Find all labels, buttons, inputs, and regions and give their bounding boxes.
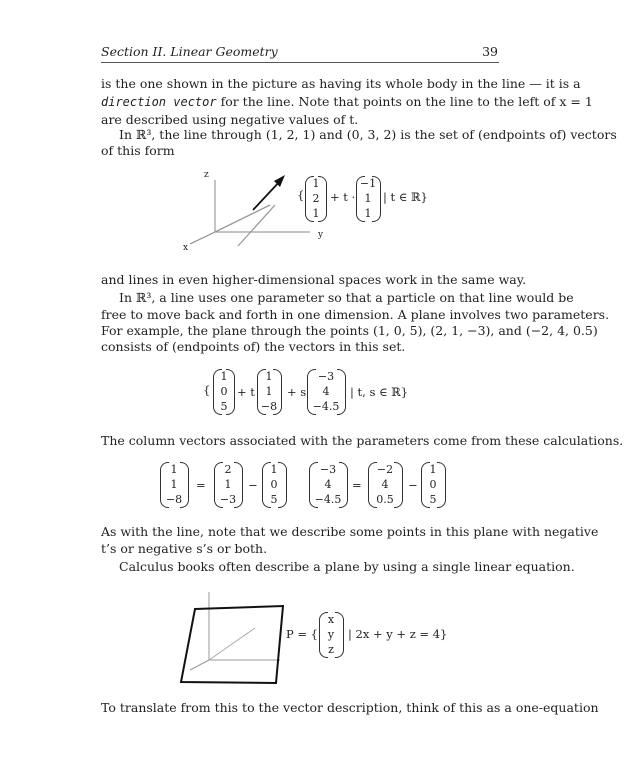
equals-sign: = — [196, 478, 206, 492]
x-axis — [190, 660, 209, 670]
entry: y — [327, 628, 335, 641]
entry: z — [328, 643, 334, 656]
para4-line2: free to move back and forth in one dimension. A plane involves two parameters. — [101, 307, 610, 322]
entry: 2 — [312, 192, 320, 205]
entry: −8 — [165, 493, 183, 506]
entry: −1 — [359, 177, 377, 190]
para4-line3: For example, the plane through the points (1, 0, 5), (2, 1, −3), and (−2, 4, 0.5) — [101, 323, 598, 338]
plane-name: P = { — [286, 627, 319, 641]
z-axis-label: z — [204, 170, 209, 180]
minus-sign: − — [248, 478, 258, 492]
entry: −3 — [319, 463, 337, 476]
entry: 1 — [429, 463, 437, 476]
entry: 2 — [224, 463, 232, 476]
para1-line1: is the one shown in the picture as having its whole body in the line — it is a — [101, 76, 581, 91]
entry: 4 — [381, 478, 389, 491]
para2-line2: of this form — [101, 143, 175, 158]
para8-line1: To translate from this to the vector description, think of this as a one-equation — [101, 700, 599, 715]
equals-sign: = — [352, 478, 362, 492]
para7-line1: Calculus books often describe a plane by using a single linear equation. — [119, 559, 575, 574]
para1-line3: are described using negative values of t. — [101, 112, 359, 127]
para4-line1: In ℝ³, a line uses one parameter so that a particle on that line would be — [119, 290, 574, 305]
entry: −2 — [376, 463, 394, 476]
entry: 1 — [170, 478, 178, 491]
set-open-brace: { — [297, 188, 305, 202]
entry: 1 — [170, 463, 178, 476]
para5-line1: The column vectors associated with the parameters come from these calculations. — [101, 433, 624, 448]
plus-t: + t — [237, 385, 255, 399]
para1-line2-rest: for the line. Note that points on the line to the left of x = 1 — [216, 94, 593, 109]
entry: 4 — [322, 385, 330, 398]
para6-line1: As with the line, note that we describe some points in this plane with negative — [101, 524, 599, 539]
entry: 1 — [265, 385, 273, 398]
entry: 5 — [220, 400, 228, 413]
entry: 1 — [364, 207, 372, 220]
entry: 0.5 — [376, 493, 394, 506]
entry: −4.5 — [312, 400, 340, 413]
entry: 5 — [429, 493, 437, 506]
entry: 1 — [312, 177, 320, 190]
right-paren — [335, 612, 344, 658]
entry: x — [327, 613, 335, 626]
page-number: 39 — [482, 44, 498, 59]
entry: 1 — [220, 370, 228, 383]
entry: −8 — [260, 400, 278, 413]
set-condition: | t ∈ ℝ} — [383, 190, 428, 204]
para4-line4: consists of (endpoints of) the vectors in this set. — [101, 339, 406, 354]
set-condition: | t, s ∈ ℝ} — [350, 385, 409, 399]
entry: 1 — [312, 207, 320, 220]
entry: 1 — [224, 478, 232, 491]
x-axis-label: x — [183, 243, 189, 253]
plus-t: + t · — [330, 190, 356, 204]
y-axis-label: y — [318, 230, 324, 240]
direction-vector-term: direction vector — [101, 95, 217, 109]
entry: 1 — [364, 192, 372, 205]
plane-equation: | 2x + y + z = 4} — [348, 627, 448, 641]
entry: −3 — [219, 493, 237, 506]
entry: 1 — [265, 370, 273, 383]
para3-line1: and lines in even higher-dimensional spaces work in the same way. — [101, 272, 527, 287]
xyz-vector — [319, 612, 343, 658]
entry: 0 — [429, 478, 437, 491]
entry: 5 — [270, 493, 278, 506]
minus-sign: − — [408, 478, 418, 492]
para6-line2: t’s or negative s’s or both. — [101, 541, 268, 556]
section-title: Section II. Linear Geometry — [101, 44, 278, 59]
para2-line1: In ℝ³, the line through (1, 2, 1) and (0, 3, 2) is the set of (endpoints of) vectors — [119, 127, 617, 142]
plane-trace — [209, 628, 255, 660]
entry: 4 — [324, 478, 332, 491]
plus-s: + s — [287, 385, 307, 399]
entry: 1 — [270, 463, 278, 476]
entry: −4.5 — [314, 493, 342, 506]
entry: 0 — [220, 385, 228, 398]
entry: −3 — [317, 370, 335, 383]
set-open-brace: { — [203, 383, 211, 397]
entry: 0 — [270, 478, 278, 491]
